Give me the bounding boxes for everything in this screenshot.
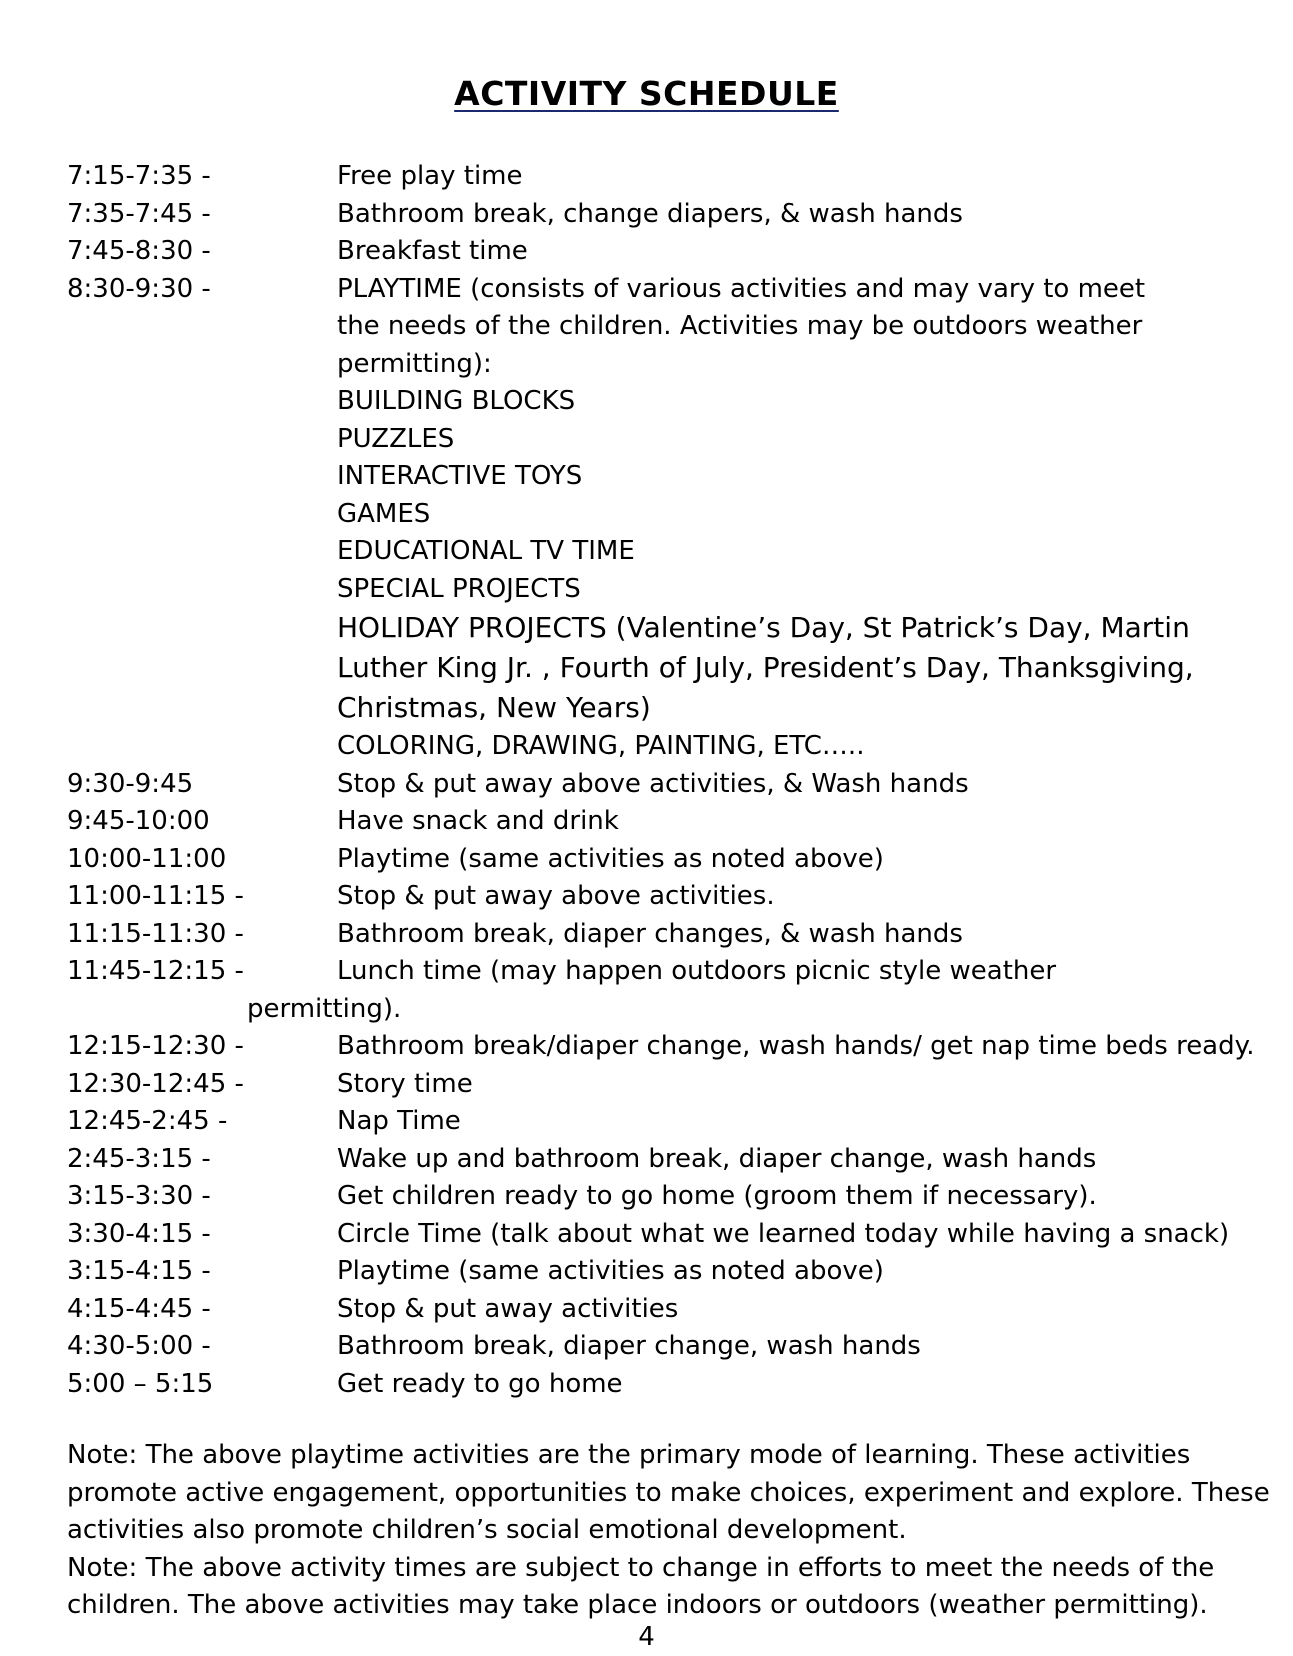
- playtime-item: COLORING, DRAWING, PAINTING, ETC…..: [337, 731, 865, 761]
- schedule-row: [67, 878, 1257, 916]
- schedule-row: [67, 271, 1257, 766]
- playtime-item: EDUCATIONAL TV TIME: [337, 536, 635, 566]
- schedule-time: 12:45-2:45 -: [67, 1106, 228, 1136]
- playtime-item: GAMES: [337, 498, 431, 529]
- schedule-activity: [337, 1253, 1257, 1291]
- schedule-row: [67, 1366, 1257, 1404]
- schedule-activity: [337, 1328, 1257, 1366]
- schedule-row: [67, 1216, 1257, 1254]
- activity-line: Bathroom break/diaper change, wash hands/ get nap time beds ready.: [337, 1031, 1255, 1061]
- schedule-activity: [337, 916, 1257, 954]
- activity-line: Circle Time (talk about what we learned today while having a snack): [337, 1218, 1230, 1249]
- schedule-activity: [337, 1103, 1257, 1141]
- schedule-row: [67, 916, 1257, 954]
- holiday-line: Christmas, New Years): [337, 691, 651, 724]
- playtime-item: SPECIAL PROJECTS: [337, 573, 581, 604]
- schedule-activity: [337, 1291, 1257, 1329]
- schedule-activity: [337, 803, 1257, 841]
- schedule-time: 8:30-9:30 -: [67, 273, 211, 304]
- schedule-row: [67, 953, 1257, 1028]
- activity-line: Story time: [337, 1068, 473, 1099]
- schedule-time: 3:30-4:15 -: [67, 1218, 211, 1249]
- activity-line: Bathroom break, diaper change, wash hands: [337, 1331, 921, 1361]
- activity-line: Bathroom break, diaper changes, & wash hands: [337, 918, 963, 949]
- activity-line: Wake up and bathroom break, diaper change, wash hands: [337, 1143, 1097, 1174]
- schedule-activity: [337, 196, 1257, 234]
- activity-line: the needs of the children. Activities may be outdoors weather: [337, 311, 1143, 341]
- schedule-activity: [337, 1066, 1257, 1104]
- schedule-row: [67, 1103, 1257, 1141]
- schedule-row: [67, 1178, 1257, 1216]
- schedule-activity: [337, 1366, 1257, 1404]
- holiday-projects: [337, 608, 1257, 728]
- schedule-row: [67, 196, 1257, 234]
- schedule-time: 2:45-3:15 -: [67, 1143, 211, 1174]
- schedule-activity: [337, 1028, 1257, 1066]
- activity-line: Bathroom break, change diapers, & wash hands: [337, 198, 963, 229]
- playtime-item: PUZZLES: [337, 423, 455, 454]
- schedule-activity: [337, 158, 1257, 196]
- schedule-time: 7:45-8:30 -: [67, 236, 211, 266]
- activity-line: Playtime (same activities as noted above): [337, 1256, 884, 1286]
- schedule-time: 4:30-5:00 -: [67, 1331, 211, 1361]
- notes-section: [67, 1437, 1270, 1625]
- activity-line: Stop & put away activities: [337, 1293, 679, 1324]
- activity-line: Nap Time: [337, 1106, 461, 1136]
- schedule-time: 4:15-4:45 -: [67, 1293, 211, 1324]
- schedule-row: [67, 233, 1257, 271]
- holiday-line: Luther King Jr. , Fourth of July, President’s Day, Thanksgiving,: [337, 651, 1194, 684]
- schedule-time: 12:30-12:45 -: [67, 1068, 244, 1099]
- schedule-time: 7:15-7:35 -: [67, 161, 211, 191]
- schedule-time: 11:45-12:15 -: [67, 956, 244, 986]
- activity-line: permitting):: [337, 348, 492, 379]
- page-title: [0, 74, 1293, 113]
- page-number: 4: [638, 1622, 655, 1652]
- schedule-activity: [337, 1216, 1257, 1254]
- playtime-item: INTERACTIVE TOYS: [337, 461, 583, 491]
- schedule-row: [67, 158, 1257, 196]
- schedule-row: [67, 1066, 1257, 1104]
- schedule-time: 5:00 – 5:15: [67, 1368, 214, 1399]
- schedule-row: [67, 841, 1257, 879]
- schedule-time: 9:45-10:00: [67, 806, 210, 836]
- note-line: activities also promote children’s social emotional development.: [67, 1515, 907, 1545]
- activity-line: Lunch time (may happen outdoors picnic style weather: [337, 956, 1057, 986]
- schedule-time: 9:30-9:45: [67, 768, 194, 799]
- page-title-text: ACTIVITY SCHEDULE: [454, 74, 839, 113]
- schedule-row: [67, 1253, 1257, 1291]
- playtime-item: BUILDING BLOCKS: [337, 386, 576, 416]
- note-line: Note: The above playtime activities are the primary mode of learning. These activities: [67, 1440, 1191, 1470]
- note-line: Note: The above activity times are subject to change in efforts to meet the needs of the: [67, 1552, 1215, 1583]
- schedule-row: [67, 766, 1257, 804]
- schedule-activity: [337, 766, 1257, 804]
- schedule-row: [67, 1328, 1257, 1366]
- schedule-row: [67, 1028, 1257, 1066]
- activity-line: Have snack and drink: [337, 806, 619, 836]
- schedule-activity: [337, 233, 1257, 271]
- activity-line: PLAYTIME (consists of various activities and may vary to meet: [337, 273, 1146, 304]
- note-line: promote active engagement, opportunities to make choices, experiment and explore. These: [67, 1477, 1270, 1508]
- schedule-time: 7:35-7:45 -: [67, 198, 211, 229]
- activity-line: Get children ready to go home (groom them if necessary).: [337, 1181, 1097, 1211]
- schedule-activity: [247, 953, 1257, 1028]
- schedule-row: [67, 1291, 1257, 1329]
- schedule-row: [67, 803, 1257, 841]
- holiday-line: HOLIDAY PROJECTS (Valentine’s Day, St Patrick’s Day, Martin: [337, 611, 1190, 644]
- activity-line: Stop & put away above activities.: [337, 881, 775, 911]
- activity-line: Playtime (same activities as noted above): [337, 843, 884, 874]
- schedule-time: 3:15-3:30 -: [67, 1181, 211, 1211]
- note-line: children. The above activities may take place indoors or outdoors (weather permitting).: [67, 1590, 1208, 1620]
- schedule-time: 3:15-4:15 -: [67, 1256, 211, 1286]
- schedule-time: 11:15-11:30 -: [67, 918, 244, 949]
- schedule-activity: [337, 878, 1257, 916]
- schedule-row: [67, 1141, 1257, 1179]
- schedule-time: 12:15-12:30 -: [67, 1031, 244, 1061]
- schedule-time: 10:00-11:00: [67, 843, 227, 874]
- schedule-activity: [337, 841, 1257, 879]
- activity-line: Get ready to go home: [337, 1368, 623, 1399]
- schedule-activity: [337, 271, 1257, 766]
- schedule-time: 11:00-11:15 -: [67, 881, 244, 911]
- activity-line: Free play time: [337, 161, 523, 191]
- schedule-activity: [337, 1178, 1257, 1216]
- activity-schedule: [67, 158, 1257, 1403]
- schedule-activity: [337, 1141, 1257, 1179]
- activity-line: Stop & put away above activities, & Wash hands: [337, 768, 969, 799]
- activity-line: permitting).: [247, 993, 402, 1024]
- activity-line: Breakfast time: [337, 236, 528, 266]
